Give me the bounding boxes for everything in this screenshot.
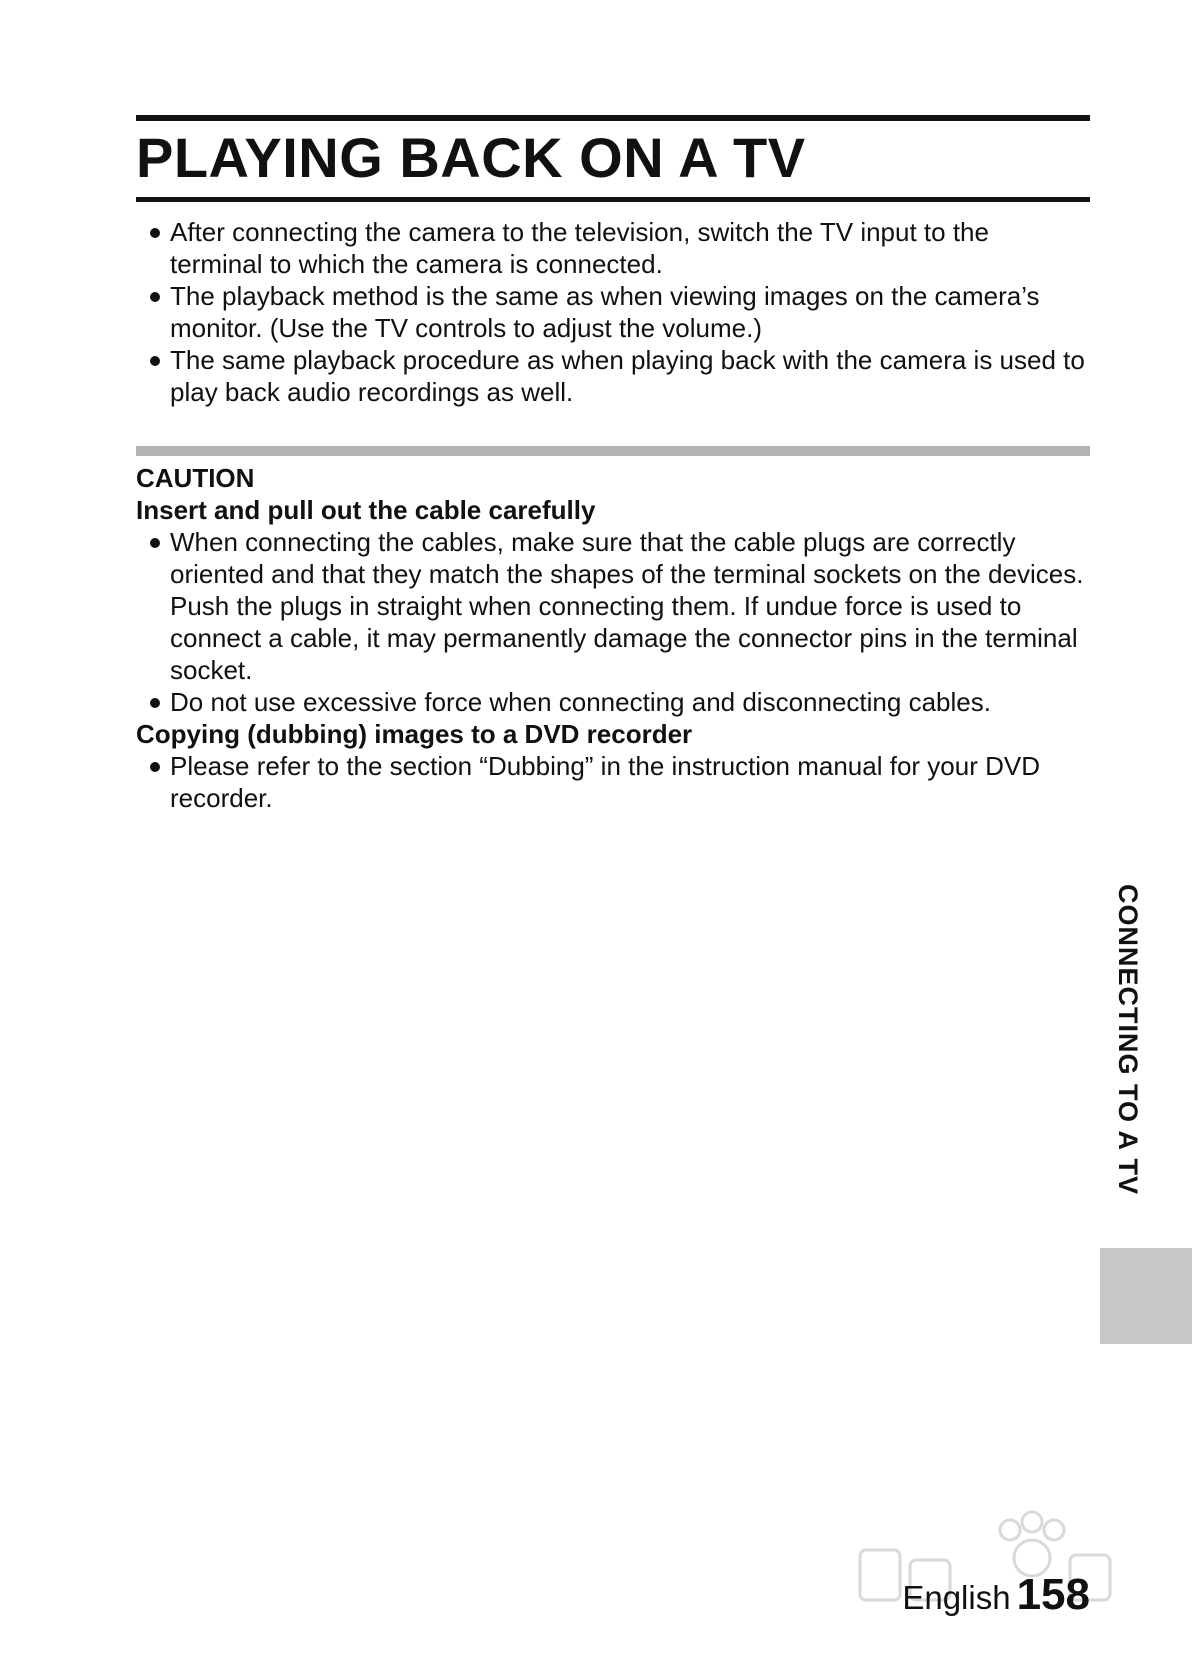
list-item: Do not use excessive force when connecting and disconnecting cables.	[136, 686, 1086, 718]
caution-subheading-cable: Insert and pull out the cable carefully	[136, 495, 596, 525]
list-item: The same playback procedure as when playing back with the camera is used to play back audio recordings as well.	[136, 344, 1086, 408]
title-bottom-rule	[136, 197, 1090, 202]
caution-bullet-list	[136, 526, 1086, 718]
caution-subheading-dubbing: Copying (dubbing) images to a DVD recorder	[136, 719, 693, 749]
list-item: After connecting the camera to the television, switch the TV input to the terminal to which the camera is connected.	[136, 216, 1086, 280]
chapter-side-label: CONNECTING TO A TV	[1113, 884, 1143, 1196]
footer-language: English	[902, 1579, 1011, 1616]
list-item: When connecting the cables, make sure that the cable plugs are correctly oriented and that they match the shapes of the terminal sockets on the devices. Push the plugs in straight when connecting them. If undue force is used to connect a cable, it may permanently damage the connector pins in the terminal socket.	[136, 526, 1086, 686]
intro-bullet-list	[136, 216, 1086, 408]
page-footer	[902, 1570, 1090, 1620]
list-item: Please refer to the section “Dubbing” in the instruction manual for your DVD recorder.	[136, 750, 1086, 814]
list-item: The playback method is the same as when viewing images on the camera’s monitor. (Use the TV controls to adjust the volume.)	[136, 280, 1086, 344]
dubbing-bullet-list	[136, 750, 1086, 814]
caution-heading: CAUTION	[136, 463, 255, 493]
page-title: PLAYING BACK ON A TV	[136, 126, 806, 189]
caution-divider	[136, 446, 1090, 456]
title-top-rule	[136, 115, 1090, 121]
chapter-tab-marker	[1100, 1248, 1192, 1344]
page-number: 158	[1016, 1570, 1090, 1619]
